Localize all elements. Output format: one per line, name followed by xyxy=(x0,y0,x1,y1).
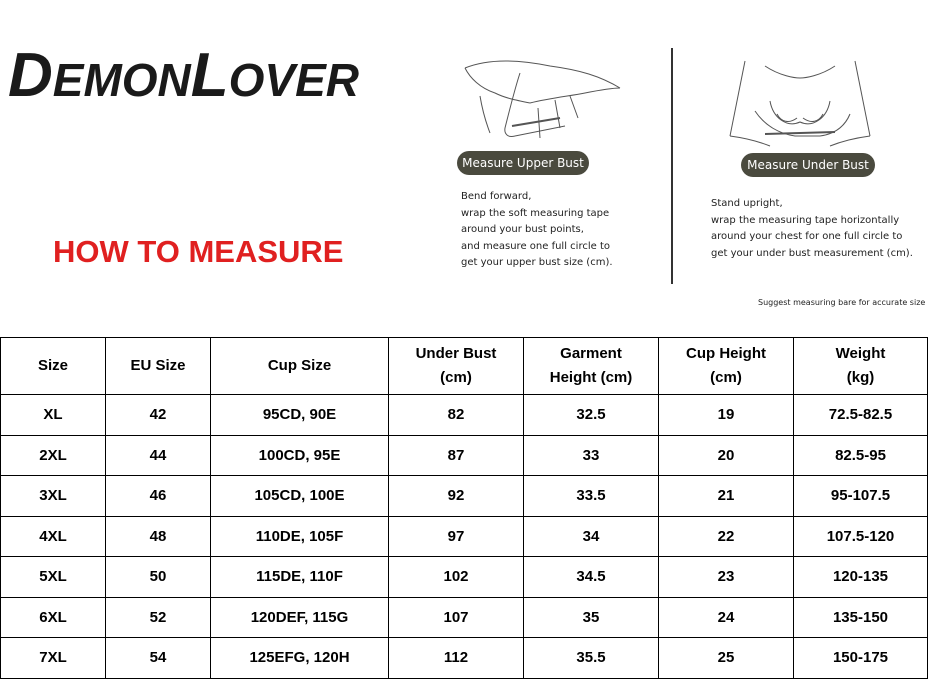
table-row xyxy=(1,516,928,557)
table-row xyxy=(1,597,928,638)
cell-cup-size: 110DE, 105F xyxy=(211,516,389,557)
cell-cup-size: 115DE, 110F xyxy=(211,557,389,598)
cell-eu-size: 44 xyxy=(106,435,211,476)
cell-eu-size: 54 xyxy=(106,638,211,679)
cell-garment-height: 33 xyxy=(524,435,659,476)
table-row xyxy=(1,395,928,436)
cell-under-bust: 87 xyxy=(389,435,524,476)
cell-size: 6XL xyxy=(1,597,106,638)
under-bust-line: Stand upright, xyxy=(711,198,783,209)
table-row xyxy=(1,435,928,476)
cell-eu-size: 50 xyxy=(106,557,211,598)
cell-cup-size: 125EFG, 120H xyxy=(211,638,389,679)
cell-garment-height: 32.5 xyxy=(524,395,659,436)
cell-under-bust: 97 xyxy=(389,516,524,557)
under-bust-line: around your chest for one full circle to xyxy=(711,231,903,242)
upper-bust-line: get your upper bust size (cm). xyxy=(461,257,613,268)
upper-bust-line: Bend forward, xyxy=(461,191,532,202)
cell-cup-height: 22 xyxy=(659,516,794,557)
header-eu-size: EU Size xyxy=(106,338,211,395)
cell-eu-size: 42 xyxy=(106,395,211,436)
cell-size: 5XL xyxy=(1,557,106,598)
header-under-bust: Under Bust (cm) xyxy=(389,338,524,395)
cell-eu-size: 52 xyxy=(106,597,211,638)
size-chart-table xyxy=(0,337,928,679)
table-row xyxy=(1,557,928,598)
under-bust-line: get your under bust measurement (cm). xyxy=(711,247,913,259)
cell-size: 4XL xyxy=(1,516,106,557)
cell-size: 2XL xyxy=(1,435,106,476)
cell-weight: 120-135 xyxy=(794,557,928,598)
cell-under-bust: 92 xyxy=(389,476,524,517)
cell-weight: 135-150 xyxy=(794,597,928,638)
cell-garment-height: 33.5 xyxy=(524,476,659,517)
cell-garment-height: 34.5 xyxy=(524,557,659,598)
cell-cup-size: 120DEF, 115G xyxy=(211,597,389,638)
brand-text-over: OVER xyxy=(228,54,360,106)
upper-bust-instructions xyxy=(461,189,661,272)
brand-logo xyxy=(8,40,359,115)
cell-weight: 82.5-95 xyxy=(794,435,928,476)
under-bust-illustration xyxy=(725,56,875,154)
header-cup-size: Cup Size xyxy=(211,338,389,395)
cell-garment-height: 34 xyxy=(524,516,659,557)
table-row xyxy=(1,476,928,517)
cell-under-bust: 112 xyxy=(389,638,524,679)
panel-divider xyxy=(671,48,673,284)
cell-weight: 107.5-120 xyxy=(794,516,928,557)
cell-cup-height: 20 xyxy=(659,435,794,476)
cell-cup-size: 100CD, 95E xyxy=(211,435,389,476)
header-weight: Weight (kg) xyxy=(794,338,928,395)
under-bust-line: wrap the measuring tape horizontally xyxy=(711,214,900,226)
cell-under-bust: 107 xyxy=(389,597,524,638)
header-cup-height: Cup Height (cm) xyxy=(659,338,794,395)
measuring-note: Suggest measuring bare for accurate size xyxy=(758,298,926,307)
cell-size: XL xyxy=(1,395,106,436)
cell-size: 3XL xyxy=(1,476,106,517)
under-bust-instructions xyxy=(711,196,926,262)
cell-under-bust: 102 xyxy=(389,557,524,598)
header-garment-height: Garment Height (cm) xyxy=(524,338,659,395)
brand-text-emon: EMON xyxy=(52,54,191,106)
cell-cup-height: 24 xyxy=(659,597,794,638)
cell-cup-height: 21 xyxy=(659,476,794,517)
brand-letter-d: D xyxy=(8,41,53,110)
under-bust-label: Measure Under Bust xyxy=(741,153,875,177)
cell-cup-height: 19 xyxy=(659,395,794,436)
cell-eu-size: 48 xyxy=(106,516,211,557)
cell-garment-height: 35 xyxy=(524,597,659,638)
cell-cup-size: 105CD, 100E xyxy=(211,476,389,517)
cell-under-bust: 82 xyxy=(389,395,524,436)
brand-letter-l: L xyxy=(190,41,229,110)
upper-bust-illustration xyxy=(460,48,630,148)
cell-weight: 95-107.5 xyxy=(794,476,928,517)
upper-bust-line: wrap the soft measuring tape xyxy=(461,207,610,219)
how-to-measure-heading: HOW TO MEASURE xyxy=(53,234,344,269)
header-size: Size xyxy=(1,338,106,395)
cell-cup-height: 25 xyxy=(659,638,794,679)
cell-weight: 150-175 xyxy=(794,638,928,679)
table-row xyxy=(1,638,928,679)
upper-bust-line: around your bust points, xyxy=(461,224,584,235)
cell-cup-size: 95CD, 90E xyxy=(211,395,389,436)
cell-eu-size: 46 xyxy=(106,476,211,517)
upper-bust-label: Measure Upper Bust xyxy=(457,151,589,175)
cell-weight: 72.5-82.5 xyxy=(794,395,928,436)
cell-cup-height: 23 xyxy=(659,557,794,598)
table-header-row xyxy=(1,338,928,395)
cell-size: 7XL xyxy=(1,638,106,679)
upper-bust-line: and measure one full circle to xyxy=(461,240,610,252)
cell-garment-height: 35.5 xyxy=(524,638,659,679)
